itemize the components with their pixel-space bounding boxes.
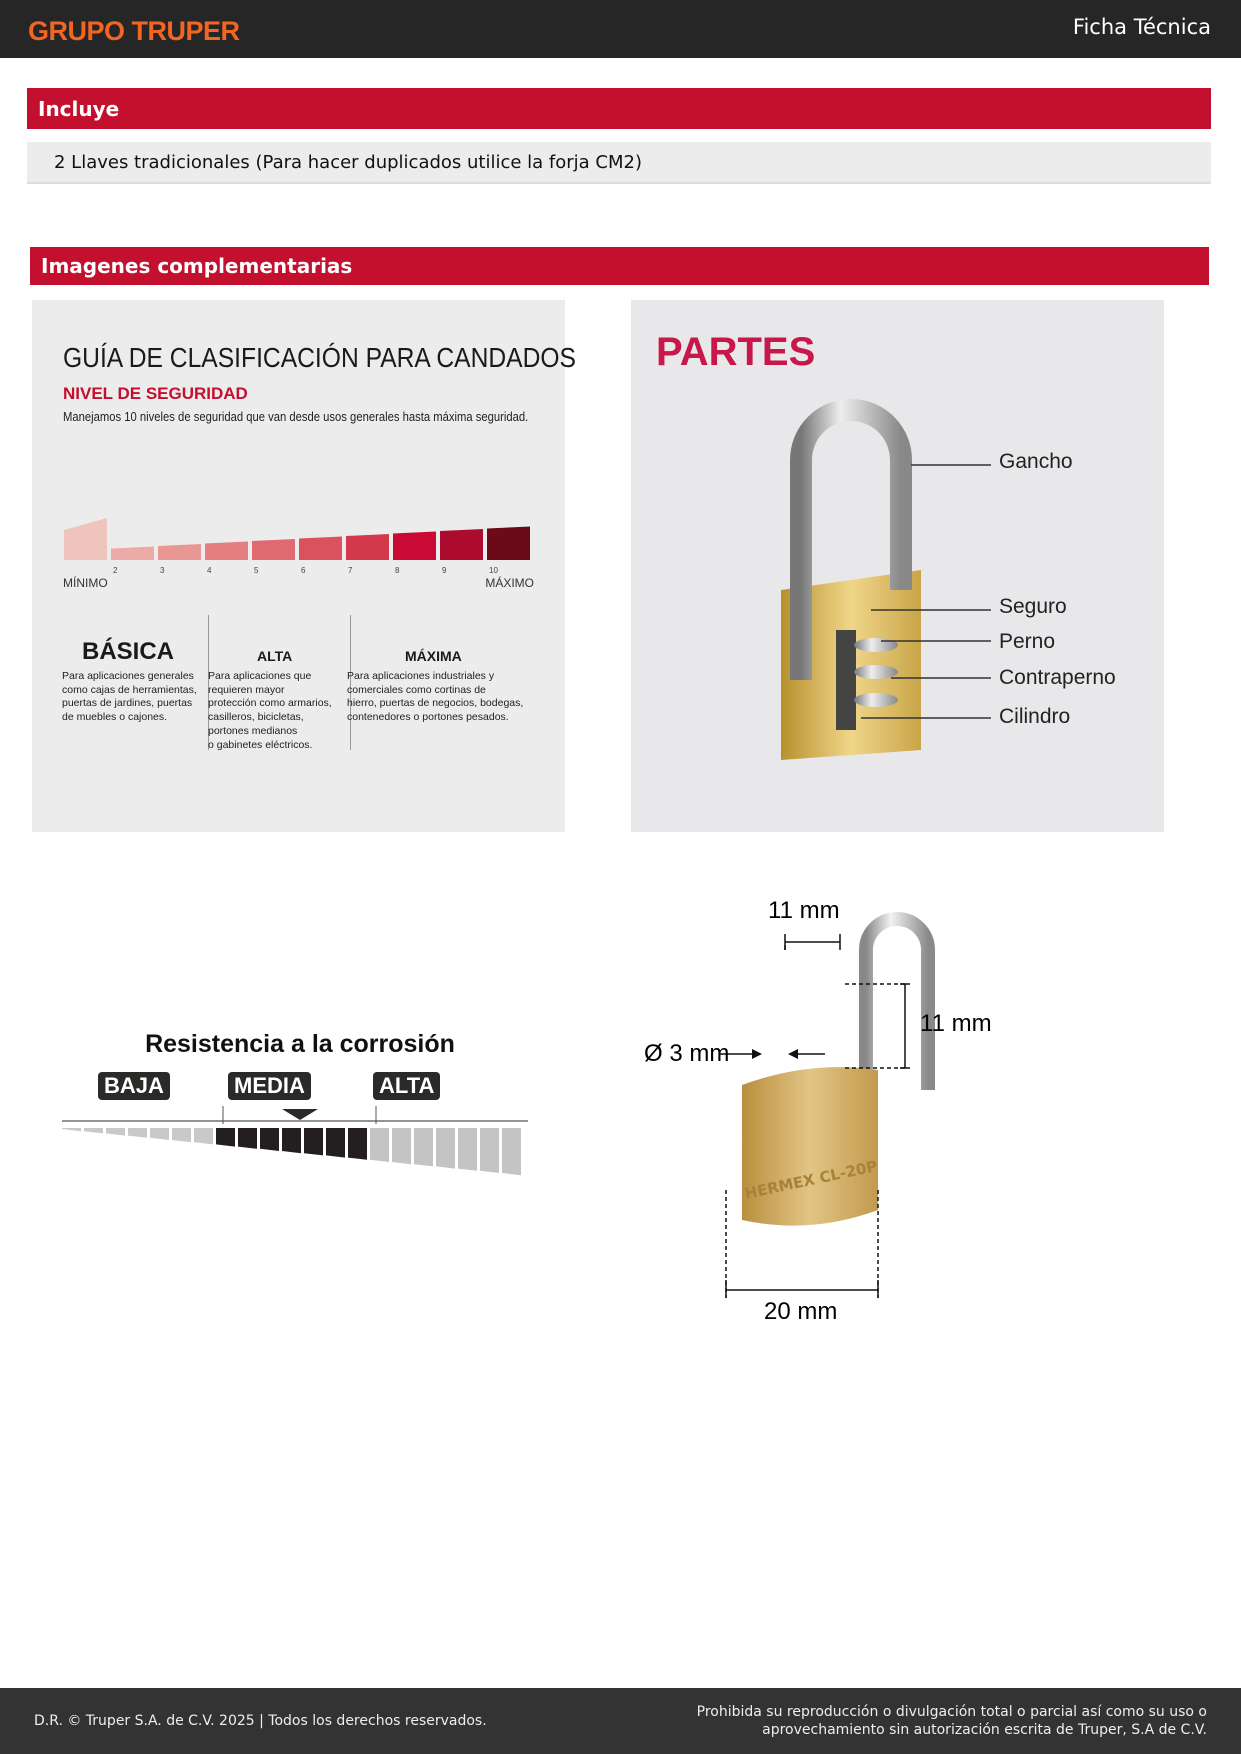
corrosion-scale-segment [238,1128,257,1149]
level-number: 2 [113,566,118,575]
security-level-bar [487,527,530,561]
corrosion-scale-segment [128,1128,147,1138]
legal-line: Prohibida su reproducción o divulgación total o parcial así como su uso o [696,1704,1207,1720]
level-number: 5 [254,566,259,575]
logo: GRUPO TRUPER [28,16,240,46]
part-label: Gancho [999,450,1073,473]
corrosion-scale-segment [414,1128,433,1166]
security-level-bar [205,542,248,561]
corrosion-scale-segment [304,1128,323,1155]
brand-engraving: HERMEX CL-20P [743,1157,879,1203]
legal-notice [697,1703,1207,1739]
security-guide-image [32,300,576,832]
level-number: 7 [348,566,353,575]
padlock-cutaway-icon [631,300,1164,832]
parts-image [631,300,1164,832]
diameter-label: Ø 3 mm [644,1040,730,1067]
min-label: MÍNIMO [63,576,108,590]
corrosion-scale-segment [370,1128,389,1162]
level-number: 3 [160,566,165,575]
corrosion-scale [60,1100,540,1190]
footer [0,1688,1241,1754]
parts-title: PARTES [656,330,816,374]
corrosion-scale-segment [216,1128,235,1147]
shackle-width-label: 11 mm [768,897,840,924]
corrosion-scale-segment [480,1128,499,1173]
page-title: Ficha Técnica [1072,15,1211,39]
corrosion-scale-segment [392,1128,411,1164]
guide-title: GUÍA DE CLASIFICACIÓN PARA CANDADOS [63,342,576,373]
security-level-bar [111,547,154,561]
security-level-bar [393,532,436,561]
guide-description: Manejamos 10 niveles de seguridad que van desde usos generales hasta máxima seguridad. [63,410,529,424]
shackle-height-label: 11 mm [920,1010,992,1037]
corrosion-scale-segment [194,1128,213,1144]
corrosion-scale-segment [84,1128,103,1133]
corrosion-scale-segment [62,1128,81,1131]
security-level-bar [64,518,107,560]
corrosion-scale-segment [106,1128,125,1136]
imagenes-heading: Imagenes complementarias [30,247,1209,285]
category-description: Para aplicaciones generales como cajas de herramientas, puertas de jardines, puertas de muebles o cajones. [62,670,197,724]
corrosion-scale-segment [172,1128,191,1142]
corrosion-resistance-graphic [60,1020,540,1180]
category-name: BÁSICA [82,638,175,665]
category-description: Para aplicaciones que requieren mayor protección como armarios, casilleros, bicicletas, portones medianos o gabinetes eléctricos. [208,670,332,751]
level-number: 9 [442,566,447,575]
security-level-bar [346,534,389,560]
category-name: ALTA [257,648,293,664]
corrosion-level-baja: BAJA [98,1072,170,1100]
security-level-bars [32,500,565,610]
level-number: 8 [395,566,400,575]
part-label: Contraperno [999,666,1116,689]
padlock-icon [700,890,1120,1340]
category-description: Para aplicaciones industriales y comerciales como cortinas de hierro, puertas de negocios, bodegas, contenedores o portones pesados. [347,670,524,724]
corrosion-scale-segment [458,1128,477,1171]
level-number: 4 [207,566,212,575]
corrosion-scale-segment [502,1128,521,1175]
corrosion-scale-segment [326,1128,345,1158]
security-level-bar [252,539,295,560]
category-name: MÁXIMA [405,648,462,664]
body-width-label: 20 mm [764,1298,838,1325]
header [0,0,1241,58]
security-level-bar [158,544,201,560]
level-number: 6 [301,566,306,575]
corrosion-scale-segment [436,1128,455,1169]
incluye-item: 2 Llaves tradicionales (Para hacer duplicados utilice la forja CM2) [27,142,1211,184]
incluye-heading: Incluye [27,88,1211,129]
part-label: Seguro [999,595,1067,618]
corrosion-level-media: MEDIA [228,1072,311,1100]
corrosion-scale-segment [150,1128,169,1140]
part-label: Perno [999,630,1056,653]
copyright: D.R. © Truper S.A. de C.V. 2025 | Todos los derechos reservados. [34,1713,487,1729]
legal-line: aprovechamiento sin autorización escrita de Truper, S.A de C.V. [762,1722,1207,1738]
corrosion-level-alta: ALTA [373,1072,440,1100]
corrosion-scale-segment [260,1128,279,1151]
part-label: Cilindro [999,705,1071,728]
security-level-bar [440,529,483,560]
security-level-bar [299,537,342,561]
dimensions-diagram [644,890,1120,1340]
max-label: MÁXIMO [485,576,534,590]
selected-indicator-icon [282,1109,318,1120]
corrosion-scale-segment [348,1128,367,1160]
corrosion-scale-segment [282,1128,301,1153]
level-number: 10 [489,566,498,575]
corrosion-title: Resistencia a la corrosión [145,1030,455,1058]
guide-subtitle: NIVEL DE SEGURIDAD [63,384,248,403]
